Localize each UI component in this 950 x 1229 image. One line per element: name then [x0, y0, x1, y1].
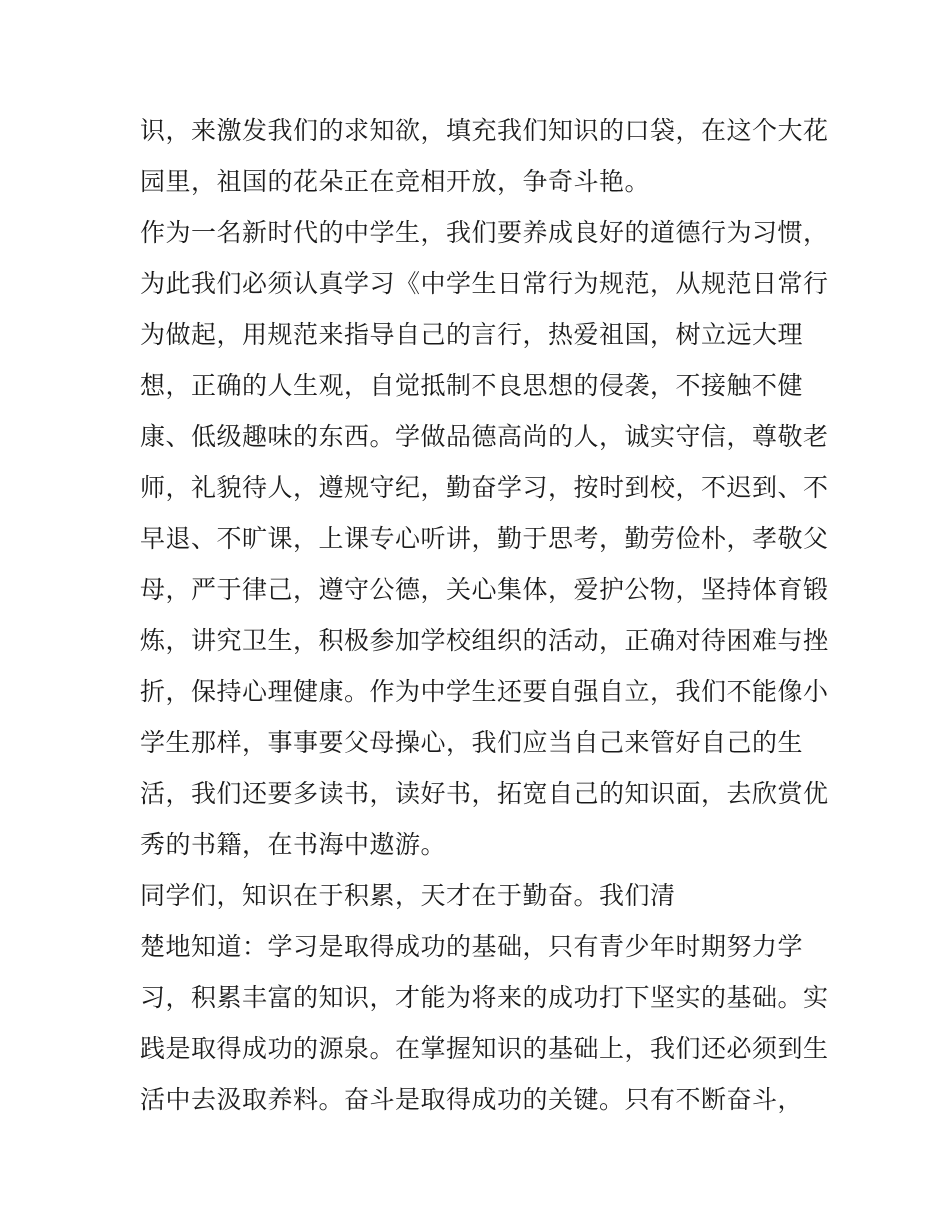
text-line: 作为一名新时代的中学生，我们要养成良好的道德行为习惯，	[140, 218, 829, 247]
text-line: 折，保持心理健康。作为中学生还要自强自立，我们不能像小	[140, 677, 829, 706]
text-line: 活中去汲取养料。奋斗是取得成功的关键。只有不断奋斗，	[140, 1085, 804, 1114]
text-line: 炼，讲究卫生，积极参加学校组织的活动，正确对待困难与挫	[140, 626, 829, 655]
text-line: 识，来激发我们的求知欲，填充我们知识的口袋，在这个大花	[140, 116, 829, 145]
text-line: 为做起，用规范来指导自己的言行，热爱祖国，树立远大理	[140, 320, 804, 349]
text-line: 秀的书籍，在书海中遨游。	[140, 830, 447, 859]
text-line: 学生那样，事事要父母操心，我们应当自己来管好自己的生	[140, 728, 804, 757]
text-line: 楚地知道：学习是取得成功的基础，只有青少年时期努力学	[140, 932, 804, 961]
text-line: 早退、不旷课，上课专心听讲，勤于思考，勤劳俭朴，孝敬父	[140, 524, 829, 553]
text-line: 习，积累丰富的知识，才能为将来的成功打下坚实的基础。实	[140, 983, 829, 1012]
text-line: 母，严于律己，遵守公德，关心集体，爱护公物，坚持体育锻	[140, 575, 829, 604]
text-line: 园里，祖国的花朵正在竞相开放，争奇斗艳。	[140, 167, 651, 196]
text-line: 为此我们必须认真学习《中学生日常行为规范，从规范日常行	[140, 269, 829, 298]
body-text	[140, 105, 829, 1125]
text-line: 想，正确的人生观，自觉抵制不良思想的侵袭，不接触不健	[140, 371, 804, 400]
text-line: 践是取得成功的源泉。在掌握知识的基础上，我们还必须到生	[140, 1034, 829, 1063]
text-line: 师，礼貌待人，遵规守纪，勤奋学习，按时到校，不迟到、不	[140, 473, 829, 502]
text-line: 康、低级趣味的东西。学做品德高尚的人，诚实守信，尊敬老	[140, 422, 829, 451]
text-line: 活，我们还要多读书，读好书，拓宽自己的知识面，去欣赏优	[140, 779, 829, 808]
text-line: 同学们，知识在于积累，天才在于勤奋。我们清	[140, 881, 676, 910]
